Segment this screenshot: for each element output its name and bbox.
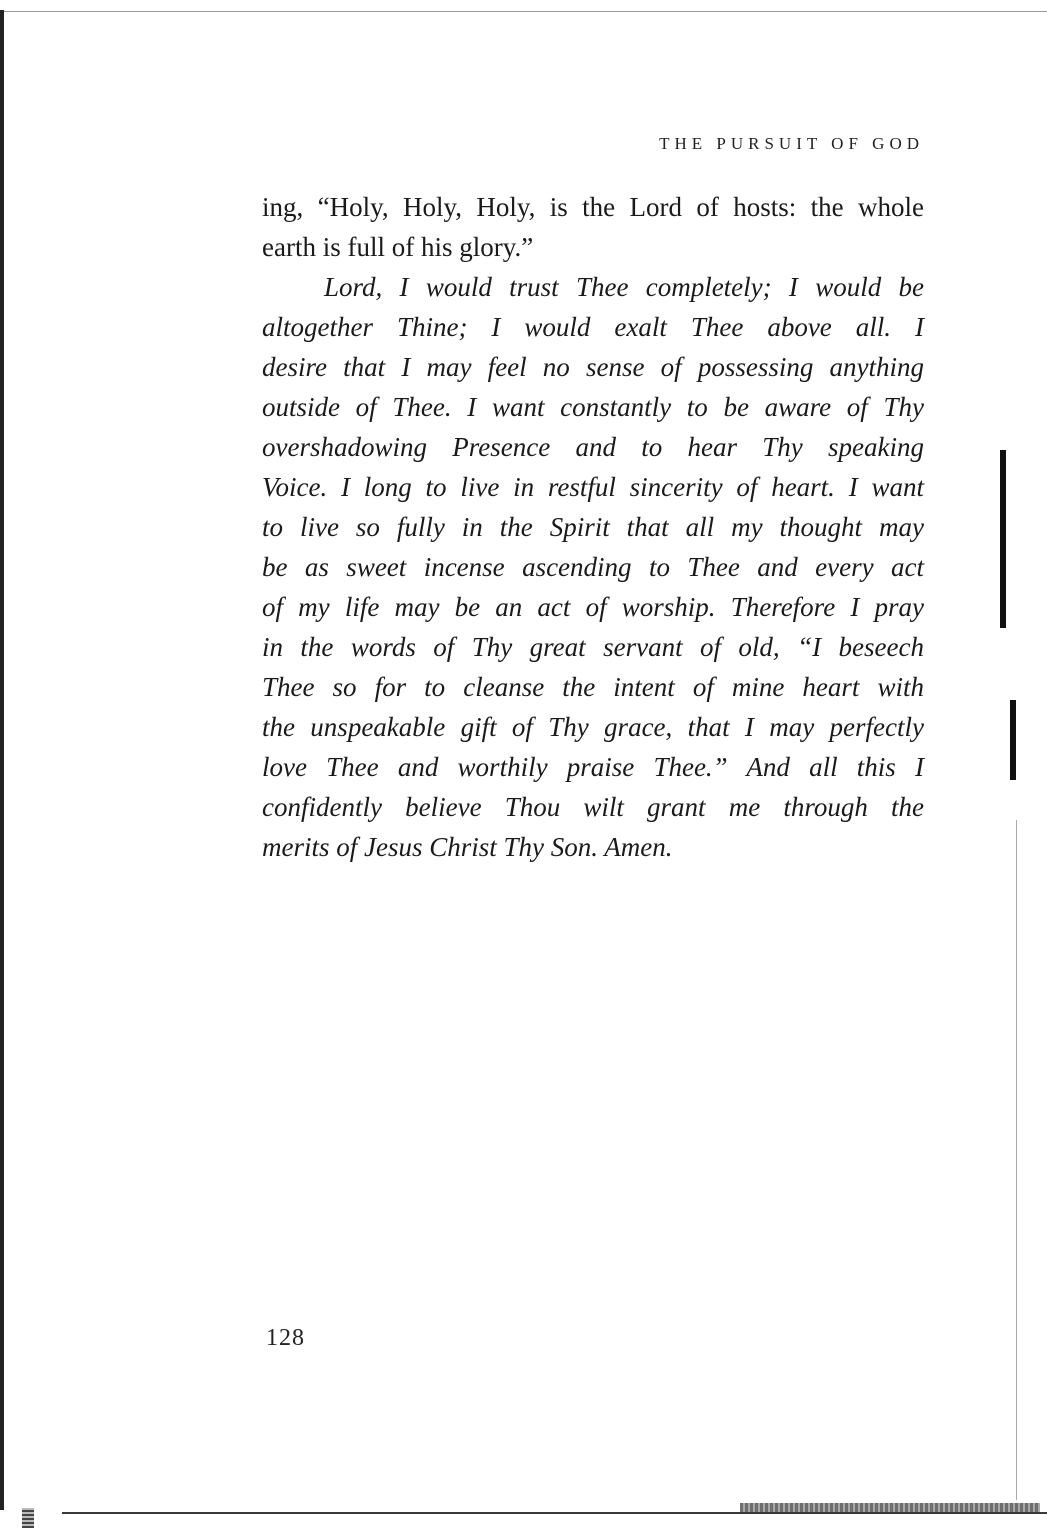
text-line: Lord, I would trust Thee completely; I would be — [324, 272, 924, 302]
scan-top-edge — [0, 11, 1047, 12]
page-number: 128 — [266, 1325, 305, 1351]
text-line: merits of Jesus Christ Thy Son. Amen. — [262, 832, 673, 862]
text-line: altogether Thine; I would exalt Thee above all. I — [262, 312, 924, 342]
text-line: the unspeakable gift of Thy grace, that I may perfectly — [262, 712, 924, 742]
scan-right-mark — [1000, 450, 1006, 628]
text-line: of my life may be an act of worship. Therefore I pray — [262, 592, 924, 622]
text-line: Voice. I long to live in restful sincerity of heart. I want — [262, 472, 924, 502]
text-line: to live so fully in the Spirit that all my thought may — [262, 512, 924, 542]
text-line: be as sweet incense ascending to Thee and every act — [262, 552, 924, 582]
text-line: love Thee and worthily praise Thee.” And all this I — [262, 752, 924, 782]
text-line: in the words of Thy great servant of old, “I beseech — [262, 632, 924, 662]
text-line: overshadowing Presence and to hear Thy speaking — [262, 432, 924, 462]
text-line: ing, “Holy, Holy, Holy, is the Lord of hosts: the whole — [262, 192, 924, 222]
scan-bottom-smudge — [740, 1503, 1040, 1512]
running-head: THE PURSUIT OF GOD — [659, 134, 924, 153]
text-line: desire that I may feel no sense of possessing anything — [262, 352, 924, 382]
text-line: confidently believe Thou wilt grant me through the — [262, 792, 924, 822]
scan-left-edge — [0, 10, 4, 1510]
scan-right-line — [1016, 820, 1017, 1500]
scan-bottom-edge — [62, 1512, 1047, 1514]
body-text — [262, 187, 924, 867]
scan-corner-smudge — [22, 1508, 34, 1528]
text-line: earth is full of his glory.” — [262, 232, 534, 262]
text-line: outside of Thee. I want constantly to be aware of Thy — [262, 392, 924, 422]
text-line: Thee so for to cleanse the intent of mine heart with — [262, 672, 924, 702]
scan-right-mark — [1010, 700, 1016, 780]
